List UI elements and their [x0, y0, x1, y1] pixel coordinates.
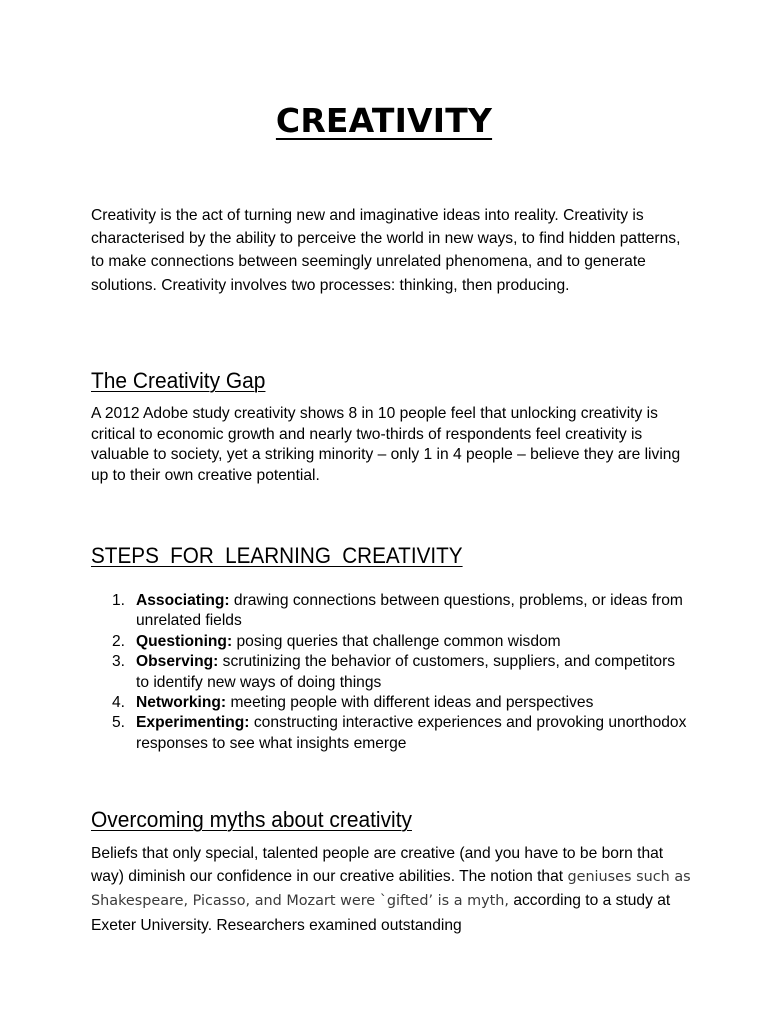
myths-heading: Overcoming myths about creativity — [91, 807, 412, 832]
list-item — [91, 652, 691, 693]
list-item-number: 2. — [112, 632, 126, 650]
list-item-number: 1. — [112, 592, 126, 609]
list-item-description: constructing interactive experiences and provoking unorthodox responses to see what insights emerge — [136, 714, 687, 752]
myths-paragraph — [91, 842, 691, 937]
intro-paragraph: Creativity is the act of turning new and imaginative ideas into reality. Creativity is characterised by the ability to perceive the world in new ways, to find hidden patterns, to make connections between seemingly unrelated phenomena, and to generate solutions. Creativity involves two processes: thinking, then producing. — [91, 207, 681, 294]
list-item-description: meeting people with different ideas and perspectives — [226, 694, 594, 712]
creativity-gap-heading: The Creativity Gap — [91, 368, 266, 393]
myths-text-part2: geniuses such as Shakespeare, Picasso, and Mozart were `gifted’ is a myth, — [91, 869, 691, 910]
list-item-number: 3. — [112, 653, 126, 671]
document-title: CREATIVITY — [275, 101, 493, 140]
list-item-number: 4. — [112, 694, 126, 712]
list-item-description: posing queries that challenge common wisdom — [232, 632, 561, 650]
myths-text-part3: according to a study at Exeter University. Researchers examined outstanding — [91, 892, 671, 934]
list-item — [91, 591, 691, 632]
list-item-description: scrutinizing the behavior of customers, suppliers, and competitors to identify new ways of doing things — [136, 653, 676, 691]
list-item-description: drawing connections between questions, problems, or ideas from unrelated fields — [136, 592, 683, 630]
myths-text-part1: Beliefs that only special, talented people are creative (and you have to be born that way) diminish our confidence in our creative abilities. The notion that — [91, 845, 664, 886]
list-item-term: Observing: — [136, 653, 219, 671]
document-title-block — [0, 101, 768, 141]
list-item — [91, 693, 691, 713]
list-item — [91, 632, 691, 652]
list-item-term: Associating: — [136, 592, 230, 609]
steps-list — [91, 591, 691, 754]
list-item-term: Networking: — [136, 694, 227, 712]
list-item-term: Experimenting: — [136, 714, 250, 732]
list-item-number: 5. — [112, 714, 126, 732]
list-item-term: Questioning: — [136, 632, 233, 650]
list-item — [91, 713, 691, 754]
creativity-gap-paragraph: A 2012 Adobe study creativity shows 8 in 10 people feel that unlocking creativity is critical to economic growth and nearly two-thirds of respondents feel creativity is valuable to society, yet a striking minority – only 1 in 4 people – believe they are living up to their own creative potential. — [91, 405, 681, 484]
steps-heading: STEPS FOR LEARNING CREATIVITY — [91, 543, 463, 568]
